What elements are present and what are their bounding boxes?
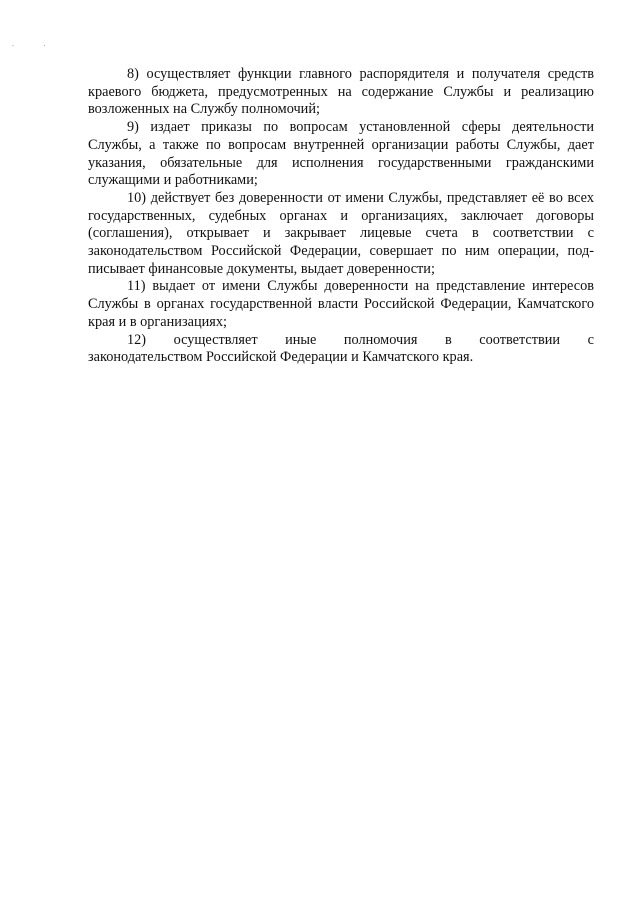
paragraph-item-9: 9) издает приказы по вопросам установленной сферы деятельности Службы, а также по вопросам внутренней организации работы Службы, дает указания, обязательные для исполнения государственными гражданскими служащими и работниками; xyxy=(88,119,594,189)
item12-word: иные xyxy=(285,331,317,348)
item12-word: осуществляет xyxy=(173,331,258,348)
item12-word: соответствии xyxy=(479,331,561,348)
item12-word: в xyxy=(444,331,452,348)
item12-word: полномочия xyxy=(343,331,418,348)
document-body xyxy=(88,66,594,367)
paragraph-item-11: 11) выдает от имени Службы доверенности на представление интересов Службы в органах государственной власти Российской Федерации, Камчатского края и в организациях; xyxy=(88,278,594,330)
item12-word: с xyxy=(587,331,594,348)
paragraph-item-12-continuation: законодательством Российской Федерации и Камчатского края. xyxy=(88,349,474,366)
paragraph-item-12-first-line xyxy=(88,332,594,350)
paragraph-item-10: 10) действует без доверенности от имени Службы, представляет её во всех государственных, судебных органах и организациях, заключает договоры (соглашения), открывает и закрывает лицевые счета в соответствии с законодательством Российской Федерации, совершает по ним операции, подписывает финансовые документы, выдает доверенности; xyxy=(88,189,594,277)
item12-word: 12) xyxy=(127,331,147,348)
paragraph-item-8: 8) осуществляет функции главного распорядителя и получателя средств краевого бюджета, предусмотренных на содержание Службы и реализацию возложенных на Службу полномочий; xyxy=(88,66,594,118)
scan-marks: . . xyxy=(12,40,60,48)
